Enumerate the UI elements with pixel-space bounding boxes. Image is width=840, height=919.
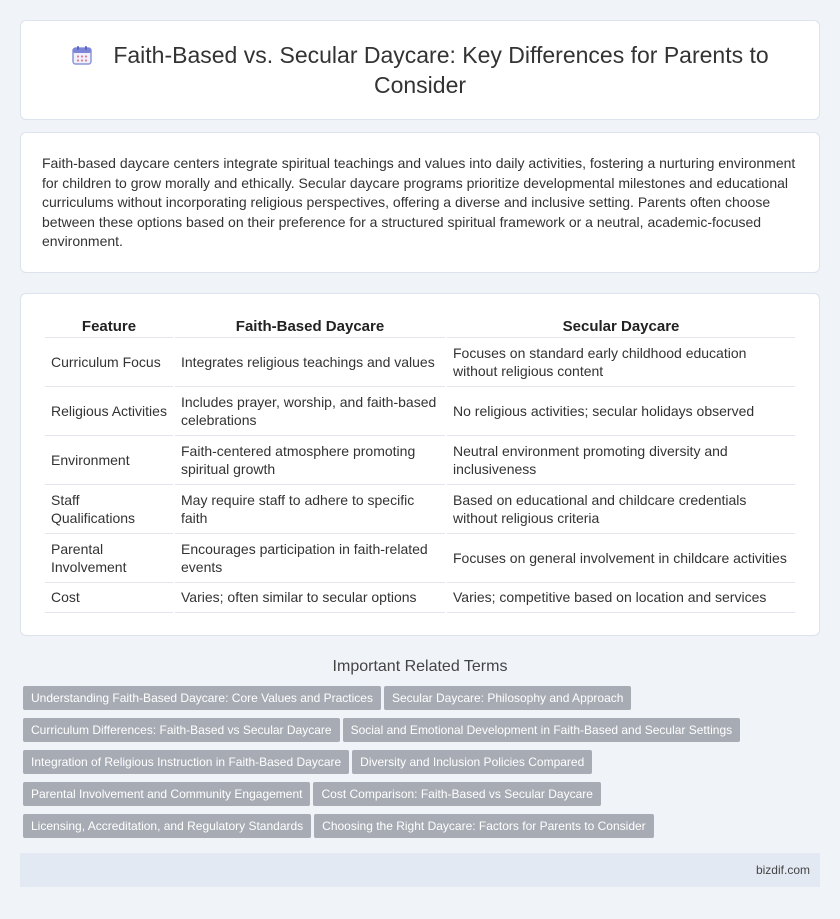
footer-site-link[interactable]: bizdif.com	[755, 862, 810, 877]
page-footer	[20, 853, 820, 887]
calendar-icon	[71, 44, 93, 66]
page-title-wrap	[61, 40, 779, 100]
related-term-tag[interactable]: Integration of Religious Instruction in Faith-Based Daycare	[23, 750, 349, 774]
header-feature: Feature	[45, 312, 173, 338]
related-term-tag[interactable]: Secular Daycare: Philosophy and Approach	[384, 686, 631, 710]
page-title: Faith-Based vs. Secular Daycare: Key Differences for Parents to Consider	[113, 42, 769, 98]
header-faith-based: Faith-Based Daycare	[175, 312, 445, 338]
faith-based-cell: Encourages participation in faith-related events	[175, 534, 445, 583]
feature-cell: Cost	[45, 583, 173, 613]
feature-cell: Curriculum Focus	[45, 338, 173, 387]
faith-based-cell: Includes prayer, worship, and faith-based celebrations	[175, 387, 445, 436]
feature-cell: Staff Qualifications	[45, 485, 173, 534]
comparison-card	[20, 293, 820, 636]
related-term-tag[interactable]: Licensing, Accreditation, and Regulatory Standards	[23, 814, 311, 838]
secular-cell: Focuses on general involvement in childcare activities	[447, 534, 795, 583]
table-row	[45, 485, 795, 534]
feature-cell: Parental Involvement	[45, 534, 173, 583]
comparison-table	[43, 312, 797, 613]
related-terms-heading: Important Related Terms	[332, 657, 508, 675]
faith-based-cell: May require staff to adhere to specific faith	[175, 485, 445, 534]
secular-cell: No religious activities; secular holidays observed	[447, 387, 795, 436]
related-terms-list	[20, 686, 820, 846]
feature-cell: Environment	[45, 436, 173, 485]
feature-cell: Religious Activities	[45, 387, 173, 436]
related-term-tag[interactable]: Understanding Faith-Based Daycare: Core Values and Practices	[23, 686, 381, 710]
secular-cell: Neutral environment promoting diversity and inclusiveness	[447, 436, 795, 485]
related-term-tag[interactable]: Parental Involvement and Community Engagement	[23, 782, 310, 806]
table-row	[45, 338, 795, 387]
secular-cell: Based on educational and childcare credentials without religious criteria	[447, 485, 795, 534]
faith-based-cell: Faith-centered atmosphere promoting spiritual growth	[175, 436, 445, 485]
table-header-row	[45, 312, 795, 338]
intro-card	[20, 132, 820, 273]
intro-text: Faith-based daycare centers integrate spiritual teachings and values into daily activities, fostering a nurturing environment for children to grow morally and ethically. Secular daycare programs prioritize developmental milestones and educational curriculums without incorporating religious perspectives, offering a diverse and inclusive setting. Parents often choose between these options based on their preference for a structured spiritual framework or a neutral, academic-focused environment.	[42, 155, 796, 249]
secular-cell: Focuses on standard early childhood education without religious content	[447, 338, 795, 387]
header-secular: Secular Daycare	[447, 312, 795, 338]
secular-cell: Varies; competitive based on location and services	[447, 583, 795, 613]
related-term-tag[interactable]: Diversity and Inclusion Policies Compared	[352, 750, 592, 774]
table-row	[45, 387, 795, 436]
faith-based-cell: Varies; often similar to secular options	[175, 583, 445, 613]
table-row	[45, 534, 795, 583]
related-term-tag[interactable]: Social and Emotional Development in Faith-Based and Secular Settings	[343, 718, 741, 742]
related-term-tag[interactable]: Cost Comparison: Faith-Based vs Secular Daycare	[313, 782, 600, 806]
table-row	[45, 436, 795, 485]
related-term-tag[interactable]: Choosing the Right Daycare: Factors for Parents to Consider	[314, 814, 653, 838]
table-row	[45, 583, 795, 613]
faith-based-cell: Integrates religious teachings and values	[175, 338, 445, 387]
related-term-tag[interactable]: Curriculum Differences: Faith-Based vs Secular Daycare	[23, 718, 340, 742]
page-header	[20, 20, 820, 120]
